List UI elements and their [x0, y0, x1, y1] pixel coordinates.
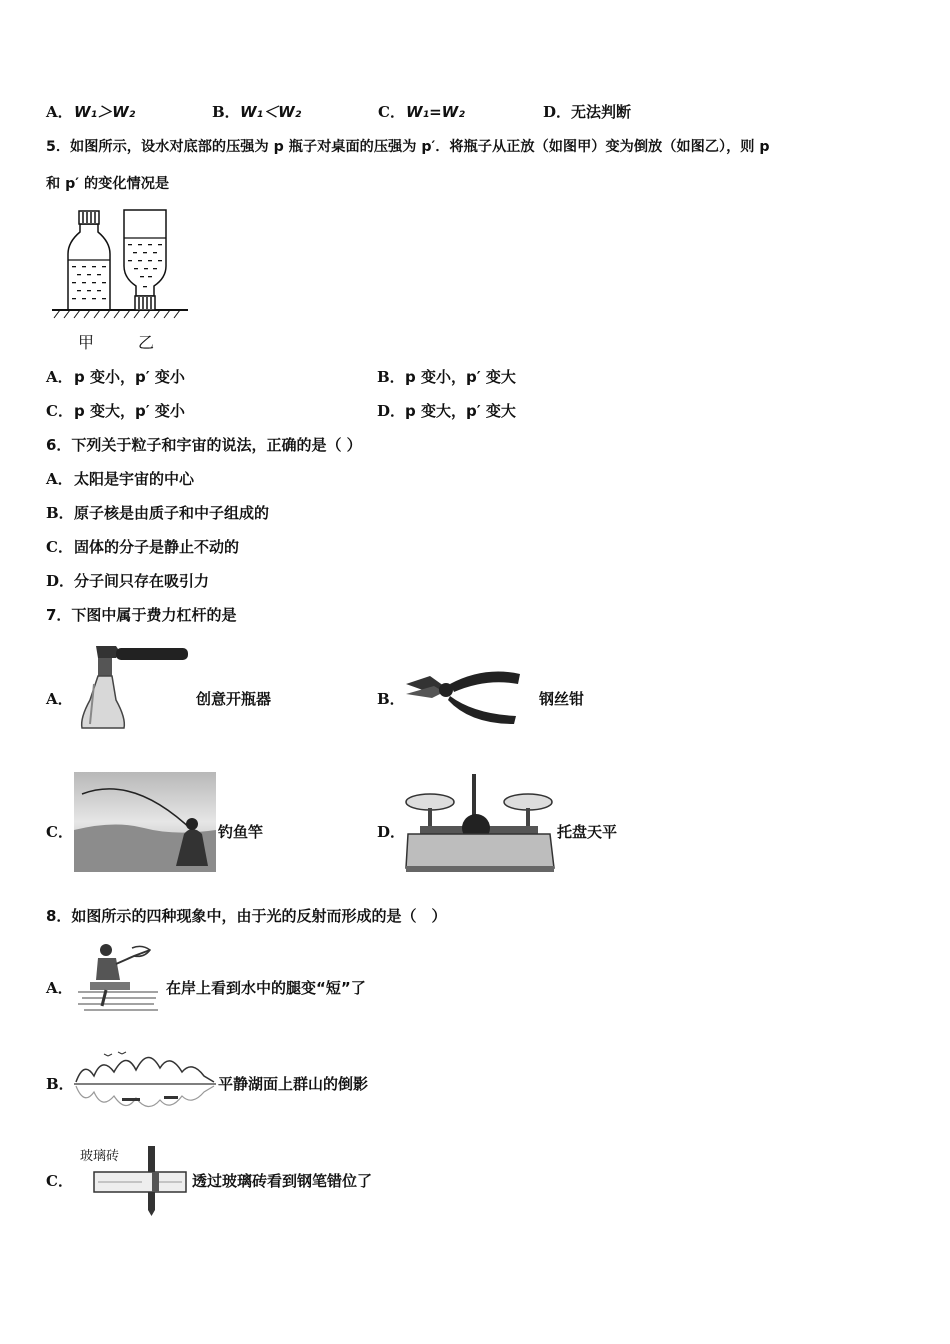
q7-option-a-caption: 创意开瓶器	[196, 690, 272, 708]
q6-option-b-letter: B．	[46, 504, 74, 522]
q4-option-a-letter: A．	[46, 103, 73, 121]
glass-brick-pen-image	[92, 1146, 188, 1216]
q5-option-c-letter: C．	[46, 402, 73, 420]
fishing-rod-image	[74, 772, 216, 872]
q5-label-jia: 甲	[78, 333, 95, 352]
q6-option-d-letter: D．	[46, 572, 75, 590]
q4-option-b-text: W₁＜W₂	[240, 103, 302, 121]
q5-option-d-text: p 变大，p′ 变大	[405, 402, 516, 420]
q6-option-d-text: 分子间只存在吸引力	[74, 572, 210, 590]
balance-scale-image	[404, 770, 556, 874]
leg-in-water-image	[76, 940, 160, 1014]
q6-option-a-text: 太阳是宇宙的中心	[74, 470, 195, 488]
bottle-opener-image	[76, 640, 194, 732]
q8-option-b-letter: B．	[46, 1075, 74, 1093]
q7-option-d-letter: D．	[377, 823, 406, 841]
q5-option-b-text: p 变小，p′ 变大	[405, 368, 516, 386]
q4-option-b-letter: B．	[212, 103, 240, 121]
q6-option-b-text: 原子核是由质子和中子组成的	[74, 504, 270, 522]
q7-stem: 7．下图中属于费力杠杆的是	[46, 606, 237, 624]
q5-stem-line2: 和 p′ 的变化情况是	[46, 176, 170, 192]
pliers-image	[404, 664, 522, 726]
q5-option-d-letter: D．	[377, 402, 406, 420]
q5-option-b-letter: B．	[377, 368, 405, 386]
q6-option-c-text: 固体的分子是静止不动的	[74, 538, 240, 556]
q6-option-c-letter: C．	[46, 538, 73, 556]
q6-option-a-letter: A．	[46, 470, 73, 488]
glass-brick-image-label: 玻璃砖	[80, 1149, 120, 1164]
q8-stem: 8．如图所示的四种现象中，由于光的反射而形成的是（ ）	[46, 907, 447, 925]
q7-option-b-letter: B．	[377, 690, 405, 708]
mountain-reflection-image	[74, 1046, 216, 1114]
q4-option-d-text: 无法判断	[571, 103, 632, 121]
q7-option-a-letter: A．	[46, 690, 73, 708]
q5-label-yi: 乙	[138, 333, 155, 352]
q5-option-a-text: p 变小，p′ 变小	[74, 368, 185, 386]
q6-stem: 6．下列关于粒子和宇宙的说法，正确的是（ ）	[46, 436, 362, 454]
q7-option-b-caption: 钢丝钳	[539, 690, 585, 708]
q8-option-c-letter: C．	[46, 1172, 73, 1190]
q4-option-c-text: W₁=W₂	[406, 103, 465, 121]
q4-option-d-letter: D．	[543, 103, 572, 121]
q7-option-c-caption: 钓鱼竿	[218, 823, 264, 841]
q7-option-c-letter: C．	[46, 823, 73, 841]
q5-stem-line1: 5．如图所示，设水对底部的压强为 p 瓶子对桌面的压强为 p′．将瓶子从正放（如图甲）变为倒放（如图乙），则 p	[46, 139, 770, 155]
q8-option-a-caption: 在岸上看到水中的腿变“短”了	[166, 979, 366, 997]
q7-option-d-caption: 托盘天平	[557, 823, 618, 841]
q5-bottles-figure	[48, 206, 193, 326]
q5-option-c-text: p 变大，p′ 变小	[74, 402, 185, 420]
q8-option-a-letter: A．	[46, 979, 73, 997]
q8-option-b-caption: 平静湖面上群山的倒影	[218, 1075, 369, 1093]
q5-option-a-letter: A．	[46, 368, 73, 386]
q8-option-c-caption: 透过玻璃砖看到钢笔错位了	[192, 1172, 373, 1190]
q4-option-a-text: W₁＞W₂	[74, 103, 136, 121]
q4-option-c-letter: C．	[378, 103, 405, 121]
